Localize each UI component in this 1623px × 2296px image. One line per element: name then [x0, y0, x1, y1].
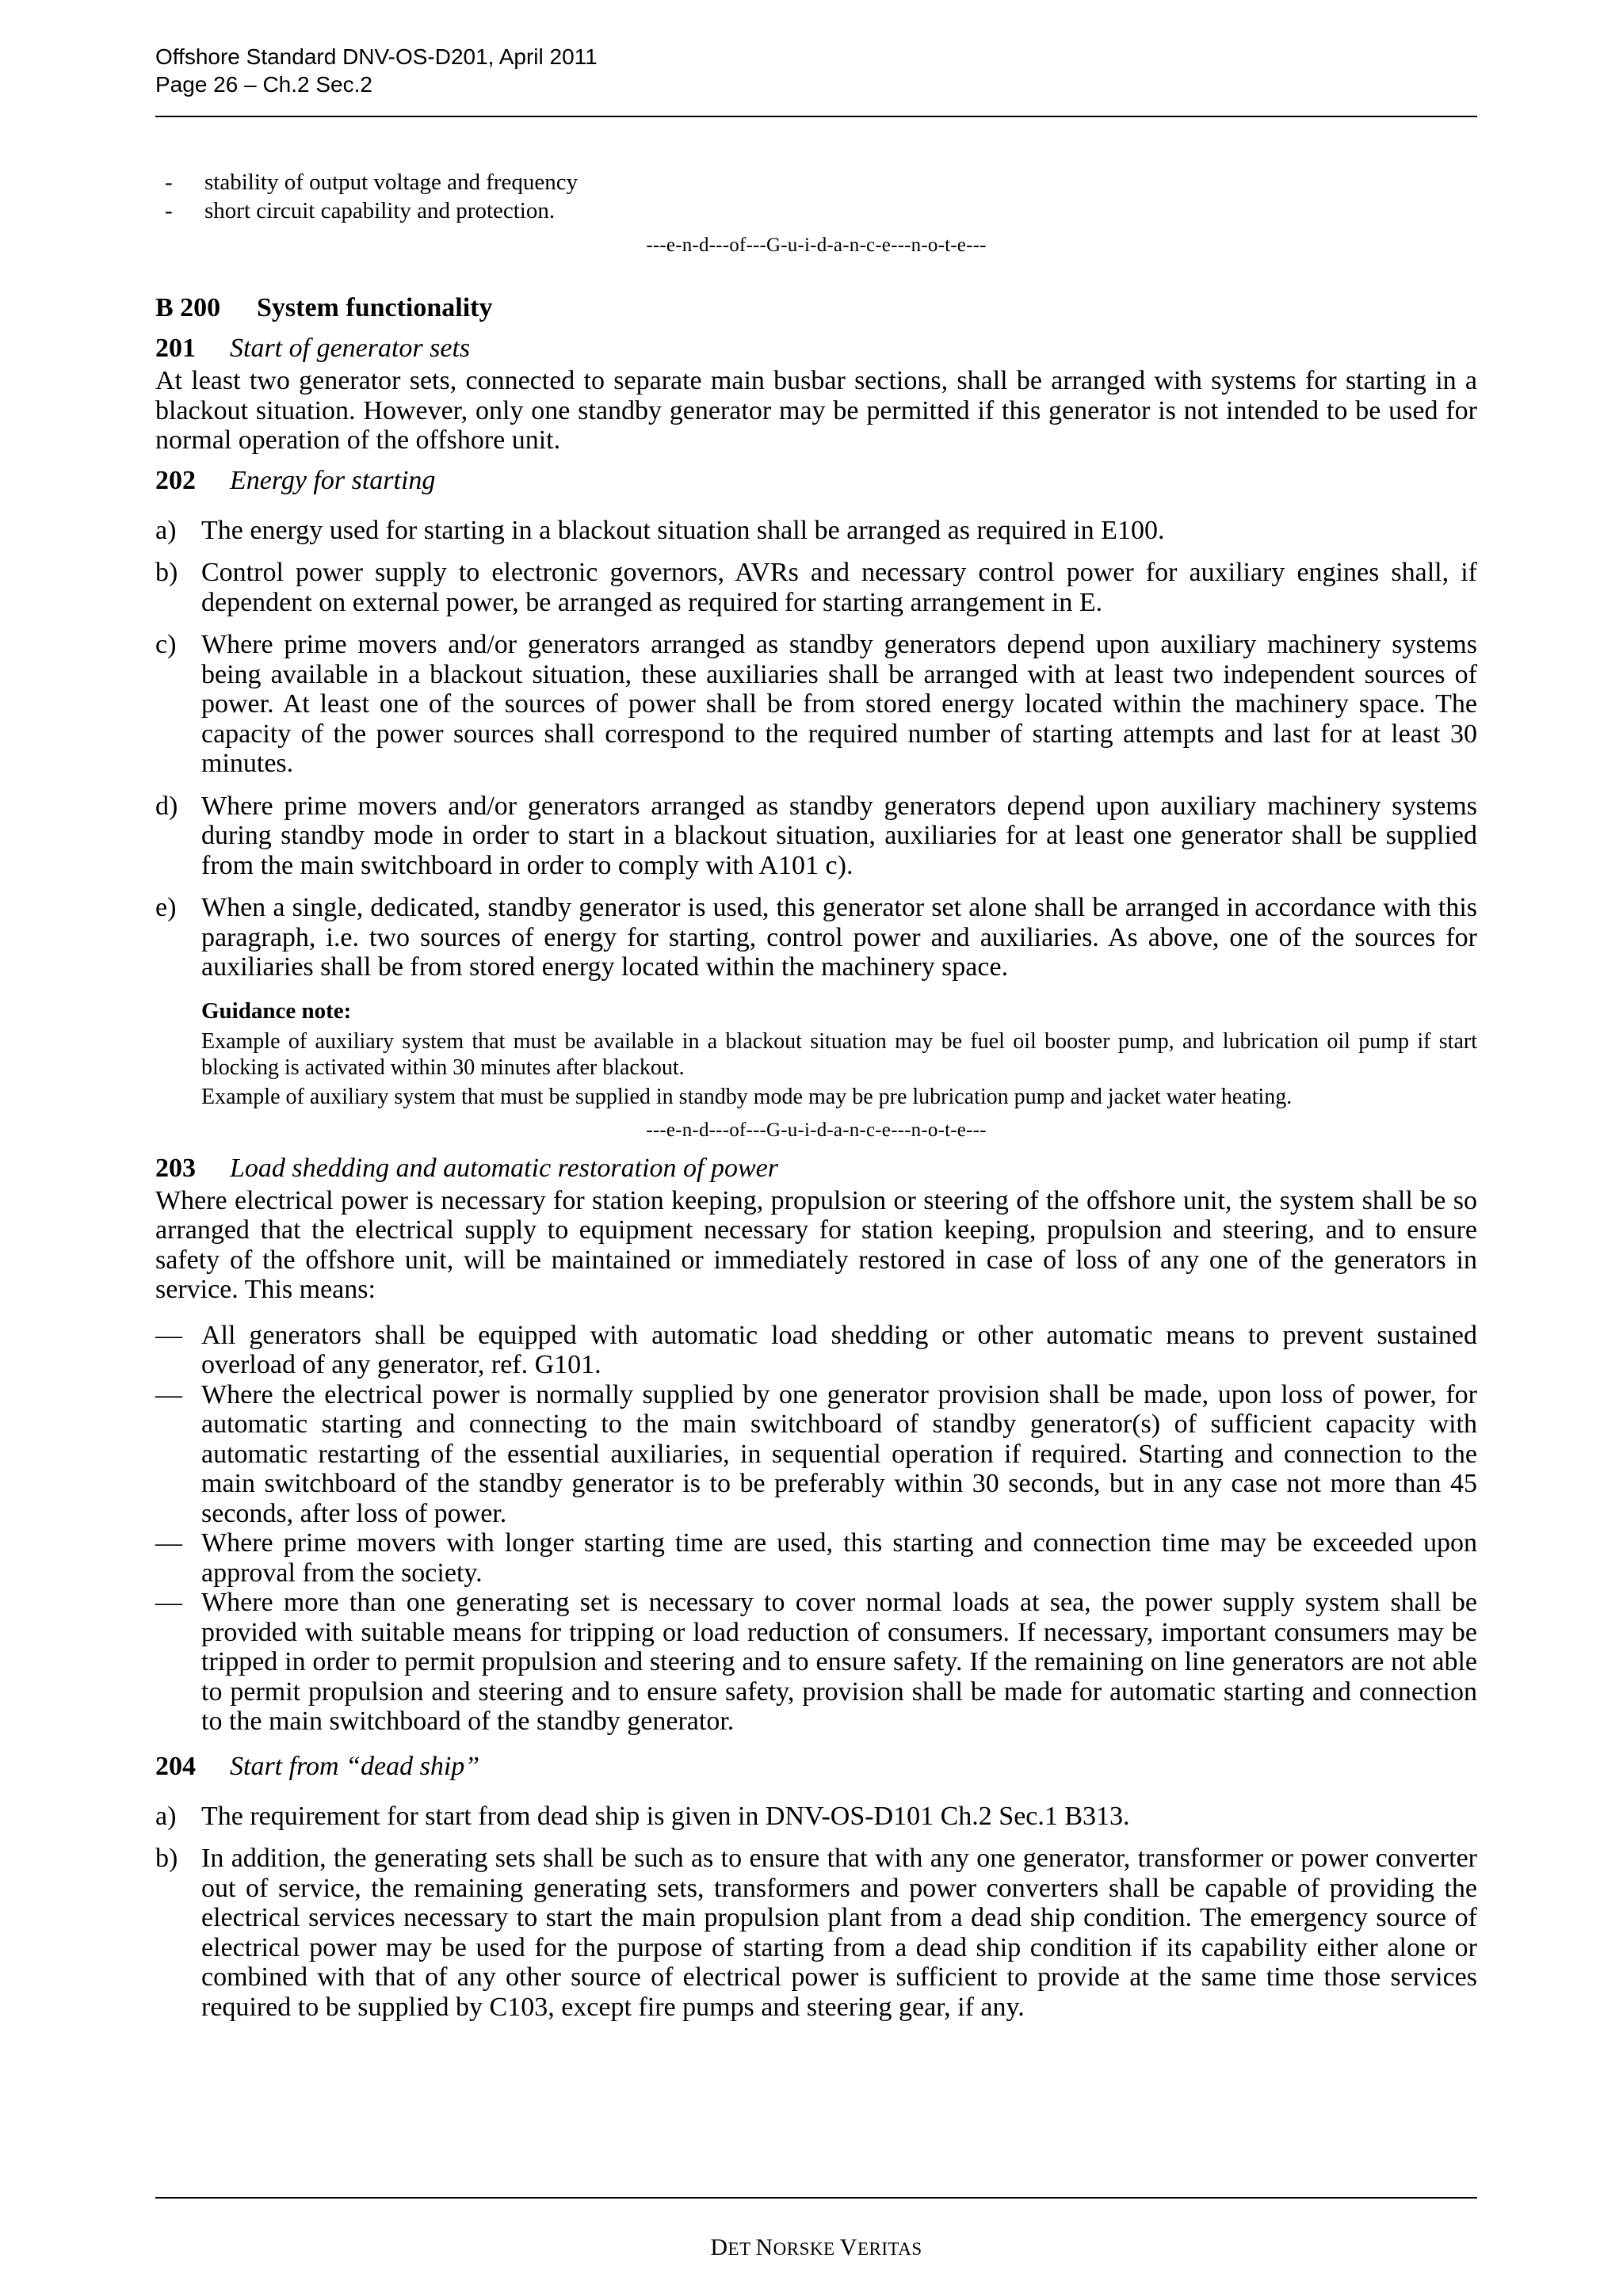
list-item: b) In addition, the generating sets shall be such as to ensure that with any one generator, transformer or power converter out of service, the remaining generating sets, transformers and power converters shall be capable of providing the electrical services necessary to start the main propulsion plant from a dead ship condition. The emergency source of electrical power may be used for the purpose of starting from a dead ship condition if its capability either alone or combined with that of any other source of electrical power is sufficient to provide at the same time those services required to be supplied by C103, except fire pumps and steering gear, if any. [155, 1844, 1477, 2022]
guidance-end-marker: ---e-n-d---of---G-u-i-d-a-n-c-e---n-o-t-e--- [646, 1119, 987, 1141]
header-page: Page 26 – Ch.2 Sec.2 [155, 72, 372, 97]
header-standard: Offshore Standard DNV-OS-D201, April 2011 [155, 44, 598, 69]
list-item: — All generators shall be equipped with automatic load shedding or other automatic means to prevent sustained overload of any generator, ref. G101. [155, 1320, 1477, 1379]
section-heading: B 200 System functionality [155, 293, 493, 322]
guidance-note-paragraph: Example of auxiliary system that must be supplied in standby mode may be pre lubrication pump and jacket water heating. [201, 1084, 1293, 1109]
subsection-204-heading: 204 Start from “dead ship” [155, 1751, 480, 1781]
subsection-203-heading: 203 Load shedding and automatic restoration of power [155, 1153, 778, 1183]
list-item: - short circuit capability and protection. [165, 198, 556, 223]
guidance-note [201, 997, 1477, 1110]
footer-divider [155, 2197, 1477, 2199]
header-divider [155, 116, 1477, 117]
page-header [155, 43, 598, 98]
list-item: — Where prime movers with longer starting time are used, this starting and connection time may be exceeded upon approval from the society. [155, 1528, 1477, 1588]
list-item: a) The requirement for start from dead ship is given in DNV-OS-D101 Ch.2 Sec.1 B313. [155, 1801, 1130, 1831]
list-item: b) Control power supply to electronic governors, AVRs and necessary control power for auxiliary engines shall, if dependent on external power, be arranged as required for starting arrangement in E. [155, 558, 1477, 617]
guidance-note-title: Guidance note: [201, 997, 352, 1024]
guidance-note-paragraph: Example of auxiliary system that must be available in a blackout situation may be fuel oil booster pump, and lubrication oil pump if start blocking is activated within 30 minutes after blackout. [201, 1028, 1477, 1080]
guidance-end-marker: ---e-n-d---of---G-u-i-d-a-n-c-e---n-o-t-e--- [646, 235, 987, 256]
subsection-203-list [155, 1321, 1477, 1737]
list-item: d) Where prime movers and/or generators arranged as standby generators depend upon auxiliary machinery systems during standby mode in order to start in a blackout situation, auxiliaries for at least one generator shall be supplied from the main switchboard in order to comply with A101 c). [155, 791, 1477, 880]
list-item: a) The energy used for starting in a blackout situation shall be arranged as required in E100. [155, 515, 1165, 545]
list-item: — Where the electrical power is normally supplied by one generator provision shall be made, upon loss of power, for automatic starting and connecting to the main switchboard of standby generator(s) of sufficient capacity with automatic restarting of the essential auxiliaries, in sequential operation if required. Starting and connection to the main switchboard of the standby generator is to be preferably within 30 seconds, but in any case not more than 45 seconds, after loss of power. [155, 1379, 1477, 1528]
document-body [155, 168, 1477, 2022]
subsection-203-text: Where electrical power is necessary for station keeping, propulsion or steering of the offshore unit, the system shall be so arranged that the electrical supply to equipment necessary for station keeping, propulsion and steering, and to ensure safety of the offshore unit, will be maintained or immediately restored in case of loss of any one of the generators in service. This means: [155, 1185, 1477, 1304]
list-item: e) When a single, dedicated, standby generator is used, this generator set alone shall be arranged in accordance with this paragraph, i.e. two sources of energy for starting, control power and auxiliaries. As above, one of the sources for auxiliaries shall be from stored energy located within the machinery space. [155, 893, 1477, 982]
list-item: c) Where prime movers and/or generators arranged as standby generators depend upon auxiliary machinery systems being available in a blackout situation, these auxiliaries shall be arranged with at least two independent sources of power. At least one of the sources of power shall be from stored energy located within the machinery space. The capacity of the power sources shall correspond to the required number of starting attempts and last for at least 30 minutes. [155, 630, 1477, 778]
subsection-201-heading: 201 Start of generator sets [155, 334, 471, 363]
subsection-201-text: At least two generator sets, connected to separate main busbar sections, shall be arranged with systems for starting in a blackout situation. However, only one standby generator may be permitted if this generator is not intended to be used for normal operation of the offshore unit. [155, 366, 1477, 455]
list-item: - stability of output voltage and frequency [165, 170, 579, 195]
subsection-202-heading: 202 Energy for starting [155, 465, 436, 495]
list-item: — Where more than one generating set is necessary to cover normal loads at sea, the power supply system shall be provided with suitable means for tripping or load reduction of consumers. If necessary, important consumers may be tripped in order to permit propulsion and steering and to ensure safety. If the remaining on line generators are not able to permit propulsion and steering and to ensure safety, provision shall be made for automatic starting and connection to the main switchboard of the standby generator. [155, 1588, 1477, 1736]
page-footer: DET NORSKE VERITAS [710, 2234, 922, 2260]
